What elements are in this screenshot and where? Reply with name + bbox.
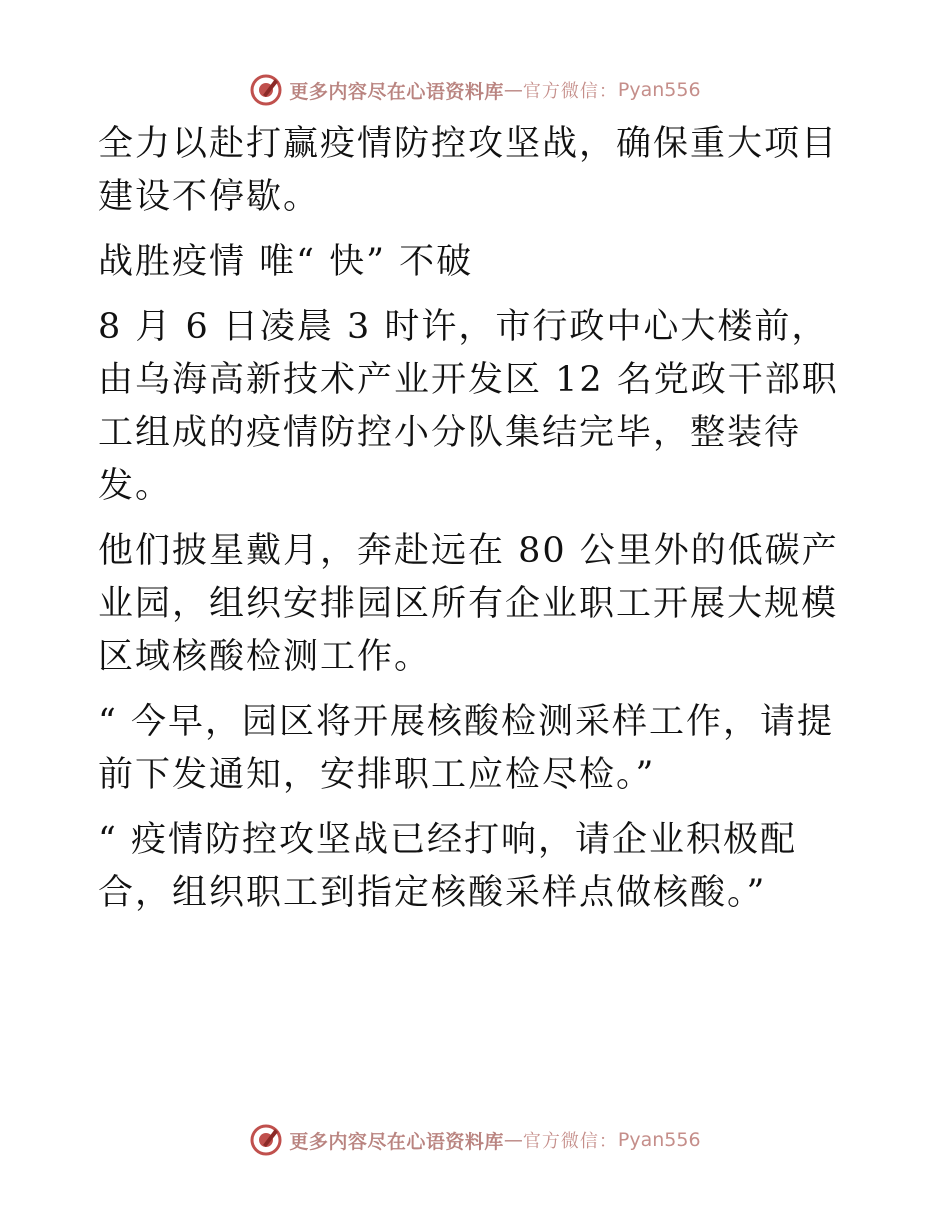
paragraph-2: 8 月 6 日凌晨 3 时许，市行政中心大楼前，由乌海高新技术产业开发区 12 名党政干部职工组成的疫情防控小分队集结完毕，整装待发。 (98, 307, 839, 506)
paragraph-5: “ 疫情防控攻坚战已经打响，请企业积极配合，组织职工到指定核酸采样点做核酸。” (98, 820, 798, 913)
watermark-wechat-label: 官方微信： (522, 1131, 618, 1152)
logo-icon (249, 73, 283, 107)
header-watermark (0, 70, 950, 110)
watermark-wechat-id: Pyan556 (617, 1129, 701, 1151)
footer-watermark (0, 1120, 950, 1160)
watermark-dash: — (503, 1129, 523, 1151)
watermark-main-text: 更多内容尽在心语资料库 (289, 80, 504, 103)
watermark-wechat-id: Pyan556 (617, 79, 701, 101)
paragraph-1: 全力以赴打赢疫情防控攻坚战，确保重大项目建设不停歇。 (98, 124, 839, 217)
paragraph-4: “ 今早，园区将开展核酸检测采样工作，请提前下发通知，安排职工应检尽检。” (98, 702, 835, 795)
watermark-main-text: 更多内容尽在心语资料库 (289, 1130, 504, 1153)
logo-icon (249, 1123, 283, 1157)
paragraph-3: 他们披星戴月，奔赴远在 80 公里外的低碳产业园，组织安排园区所有企业职工开展大规模区域核酸检测工作。 (98, 531, 839, 677)
document-body (98, 118, 858, 932)
watermark-dash: — (503, 79, 523, 101)
watermark-wechat-label: 官方微信： (522, 81, 618, 102)
section-heading: 战胜疫情 唯“ 快” 不破 (98, 242, 474, 282)
